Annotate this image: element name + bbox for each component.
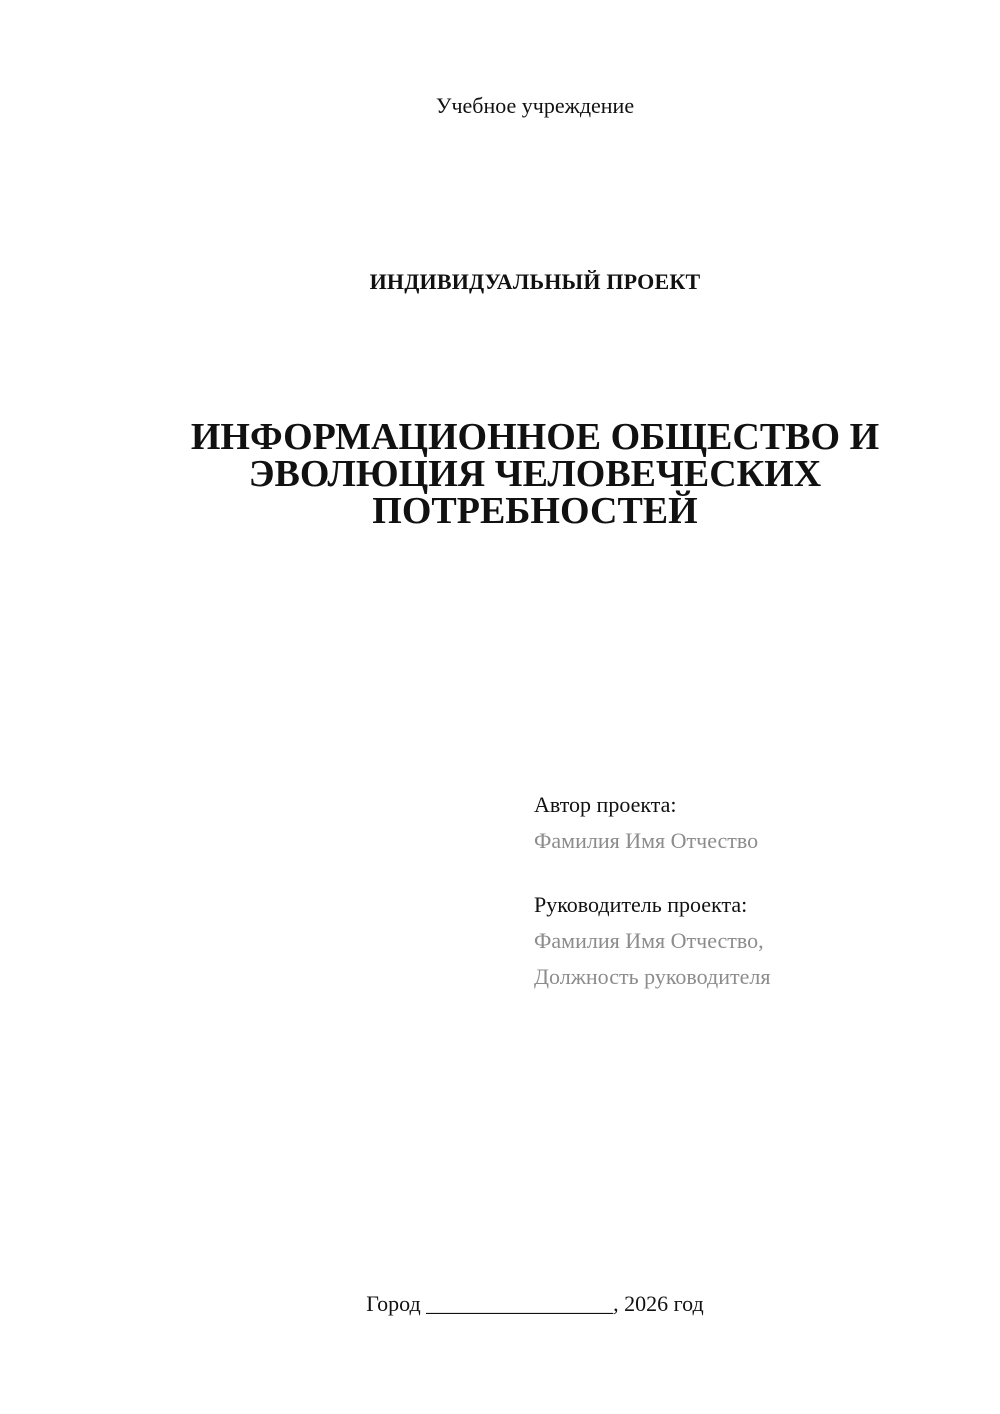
- author-name: Фамилия Имя Отчество: [534, 828, 759, 853]
- project-title-line-1: ИНФОРМАЦИОННОЕ ОБЩЕСТВО И: [190, 416, 880, 458]
- institution-name: Учебное учреждение: [435, 93, 635, 118]
- document-type: ИНДИВИДУАЛЬНЫЙ ПРОЕКТ: [369, 269, 701, 294]
- supervisor-name: Фамилия Имя Отчество,: [534, 928, 764, 953]
- credits-spacer: [534, 859, 974, 887]
- supervisor-label: Руководитель проекта:: [534, 892, 748, 917]
- supervisor-position: Должность руководителя: [534, 964, 771, 989]
- project-title-line-3: ПОТРЕБНОСТЕЙ: [372, 490, 698, 532]
- project-title: [150, 416, 920, 532]
- project-title-line-2: ЭВОЛЮЦИЯ ЧЕЛОВЕЧЕСКИХ: [248, 453, 822, 495]
- credits-block: [534, 787, 974, 995]
- city-year-footer: Город _________________, 2026 год: [366, 1291, 704, 1316]
- author-label: Автор проекта:: [534, 792, 677, 817]
